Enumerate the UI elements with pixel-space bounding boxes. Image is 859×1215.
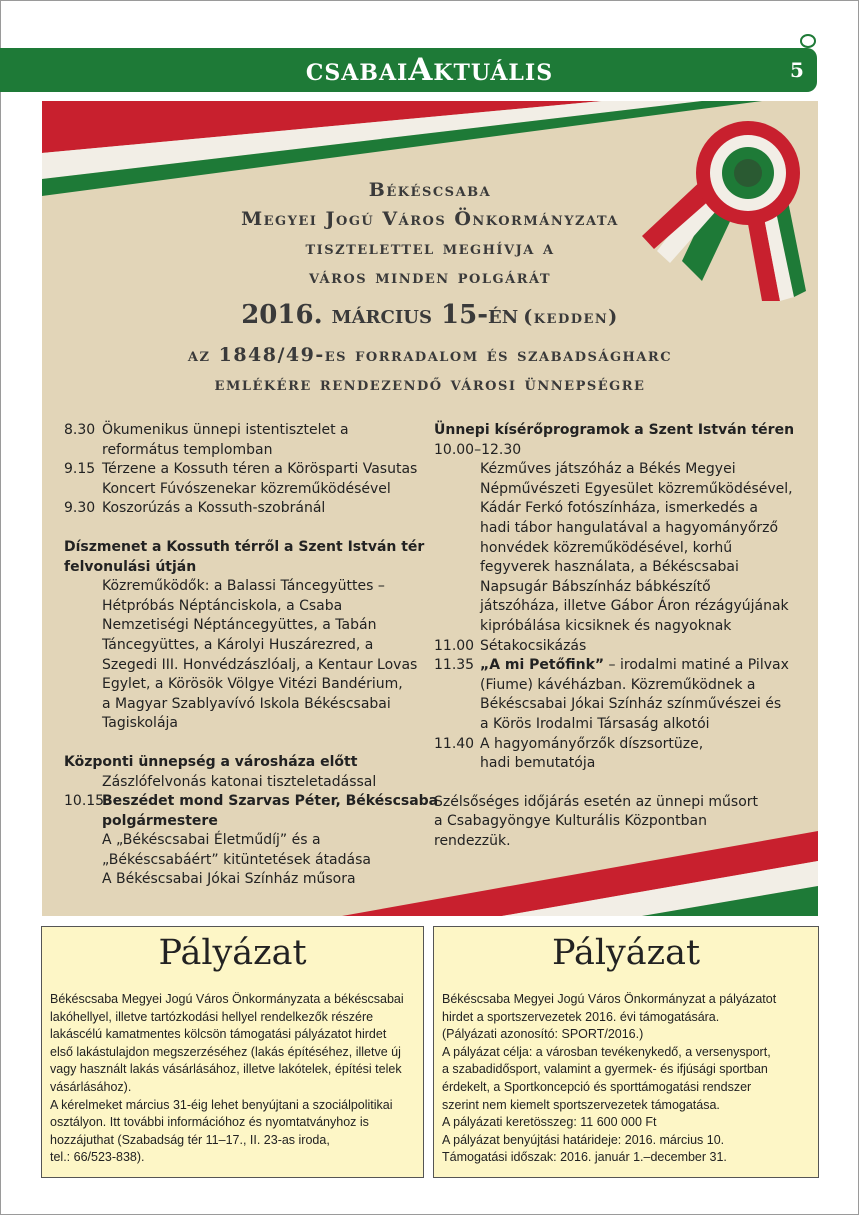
invite-line4: város minden polgárát — [308, 266, 552, 288]
magazine-title: csabaiAktuális — [305, 52, 554, 88]
invite-authority: Megyei Jogú Város Önkormányzata — [241, 208, 619, 230]
right-program: Ünnepi kísérőprogramok a Szent István téren 10.00–12.30 Kézműves játszóház a Békés Megyei Népművészeti Egyesület közreműködésével, Kádár Ferkó fotószínháza, ismerkedés a hadi tábor hangulatával a hagyományőrző honvédek közreműködésével, korhű fegyverek használata, a Békéscsabai Napsugár Bábszínház bábkészítő játszóháza, illetve Gábor Áron rézágyújának kipróbálása kicsiknek és nagyoknak 11.00 Sétakocsikázás 11.35 „A mi Petőfink” – irodalmi matiné a Pilvax (Fiume) kávéházban. Közreműködnek a Békéscsabai Jókai Színház színművészei és a Körös Irodalmi Társaság alkotói 11.40 A hagyományőrzők díszsortüze, hadi bemutatója Szélsőséges időjárás esetén az ünnepi műsort a Csabagyöngye Kulturális Központban rendezzük. — [434, 421, 814, 851]
sport-tender-text: Békéscsaba Megyei Jogú Város Önkormányzat a pályázatot hirdet a sportszervezetek 2016. évi támogatására. (Pályázati azonosító: SPORT/2016.) A pályázat célja: a városban tevékenykedő, a versenysport, a szabadidősport, valamint a gyermek- és ifjúsági sportban érdekelt, a Sportkoncepció és sporttámogatási rendszer szerint nem kiemelt sportszervezetek támogatása. A pályázati keretösszeg: 11 600 000 Ft A pályázat benyújtási határideje: 2016. március 10. Támogatási időszak: 2016. január 1.–december 31. — [442, 992, 777, 1165]
program-item: 9.15 Térzene a Kossuth téren a Körösparti Vasutas — [64, 461, 418, 478]
page-number: 5 — [790, 58, 804, 82]
parade-title: Díszmenet a Kossuth térről a Szent István tér — [64, 538, 425, 555]
invite-city: Békéscsaba — [368, 179, 492, 201]
program-item: 11.35 „A mi Petőfink” – irodalmi matiné a Pilvax — [434, 657, 789, 674]
weather-note: Szélsőséges időjárás esetén az ünnepi műsort — [434, 793, 759, 810]
sport-tender-title: Pályázat — [551, 933, 701, 973]
program-item: 10.15 Beszédet mond Szarvas Péter, Békéscsaba — [64, 793, 439, 810]
invite-line7: emlékére rendezendő városi ünnepségre — [214, 373, 646, 395]
invitation-poster — [42, 101, 818, 916]
sport-tender-box — [433, 926, 819, 1178]
invite-line3: tisztelettel meghívja a — [305, 237, 555, 259]
left-program: 8.30 Ökumenikus ünnepi istentisztelet a református templomban 9.15 Térzene a Kossuth téren a Körösparti Vasutas Koncert Fúvószenekar közreműködésével 9.30 Koszorúzás a Kossuth-szobránál Díszmenet a Kossuth térről a Szent István tér felvonulási útján Közreműködők: a Balassi Táncegyüttes – Hétpróbás Néptánciskola, a Csaba Nemzetiségi Néptáncegyüttes, a Tabán Táncegyüttes, a Károlyi Huszárezred, a Szegedi III. Honvédzászlóalj, a Kentaur Lovas Egylet, a Körösök Völgye Vitézi Bandérium, a Magyar Szablyavívó Iskola Békéscsabai Tagiskolája Központi ünnepség a városháza előtt Zászlófelvonás katonai tiszteletadással 10.15 Beszédet mond Szarvas Péter, Békéscsaba polgármestere A „Békéscsabai Életműdíj” és a „Békéscsabáért” kitüntetések átadása A Békéscsabai Jókai Színház műsora — [64, 421, 444, 890]
program-item: 9.30 Koszorúzás a Kossuth-szobránál — [64, 500, 326, 517]
swirl-ornament-icon — [800, 34, 816, 48]
housing-tender-text: Békéscsaba Megyei Jogú Város Önkormányzata a békéscsabai lakóhellyel, illetve tartózkodási hellyel rendelkezők részére lakáscélú kamatmentes kölcsön támogatási pályázatot hirdet első lakástulajdon megszerzéséhez (lakás építéséhez, illetve új vagy használt lakás vásárlásához, illetve lakótelek, építési telek vásárlásához). A kérelmeket március 31-éig lehet benyújtani a szociálpolitikai osztályon. Itt további információhoz és nyomtatványhoz is hozzájuthat (Szabadság tér 11–17., II. 23-as iroda, tel.: 66/523-838). — [50, 992, 404, 1165]
program-item: 8.30 Ökumenikus ünnepi istentisztelet a — [64, 422, 349, 438]
invite-date-line — [142, 300, 718, 330]
housing-tender-title: Pályázat — [158, 933, 307, 973]
side-programs-title: Ünnepi kísérőprogramok a Szent István téren — [434, 422, 795, 438]
central-title: Központi ünnepség a városháza előtt — [64, 753, 358, 770]
invite-date: 2016. március 15-én — [241, 300, 519, 330]
program-item: 11.00 Sétakocsikázás — [434, 637, 587, 654]
housing-tender-box — [41, 926, 424, 1178]
invite-day: (kedden) — [523, 306, 619, 328]
program-item: 11.40 A hagyományőrzők díszsortüze, — [434, 735, 704, 752]
invite-line6: az 1848/49-es forradalom és szabadságharc — [187, 344, 673, 366]
